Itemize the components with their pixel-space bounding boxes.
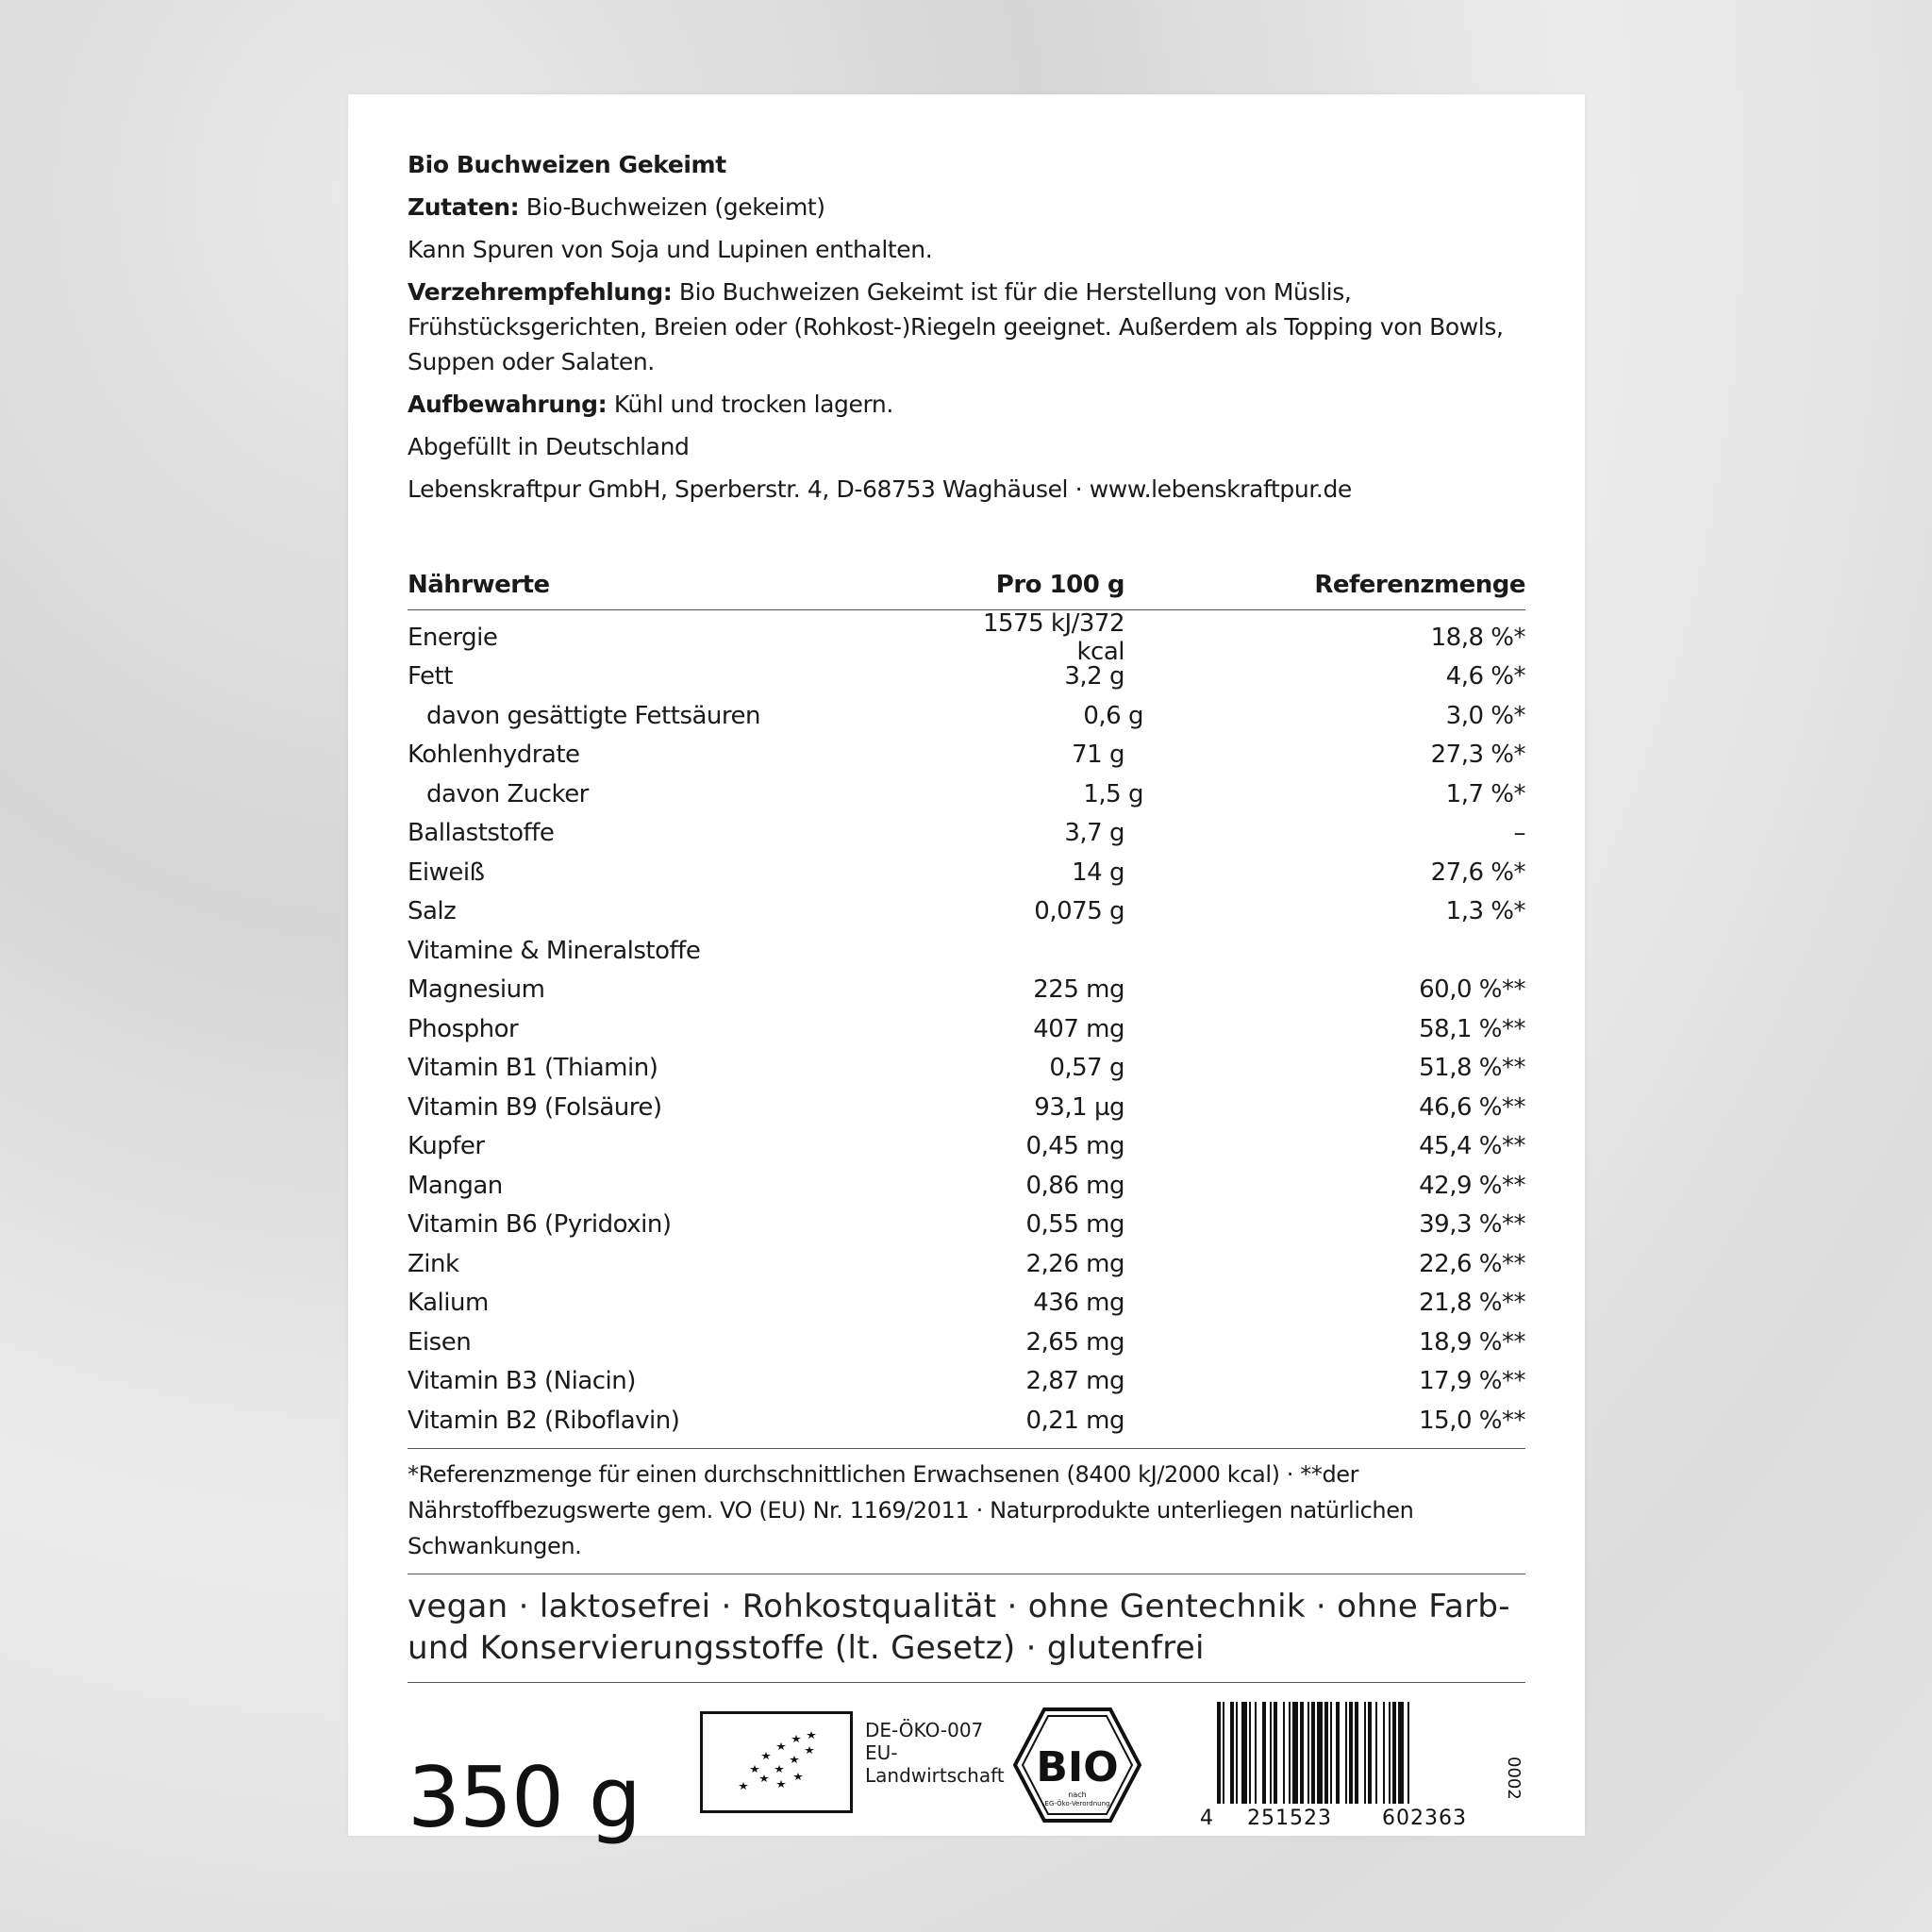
nutrient-value: 3,7 g [1064,819,1124,848]
nutrient-name: davon Zucker [426,779,589,808]
nutrient-reference: 60,0 %** [1419,975,1525,1005]
barcode-group1: 251523 [1247,1806,1332,1830]
bio-seal-text: BIO [1036,1742,1119,1791]
table-row [408,658,1525,697]
table-row [408,736,1525,775]
nutrient-name: Eisen [408,1327,472,1357]
nutrient-value: 0,86 mg [1025,1171,1124,1200]
nutrient-value: 436 mg [1033,1289,1124,1318]
ingredients-value: Bio-Buchweizen (gekeimt) [525,193,825,221]
table-row [408,1206,1525,1245]
nutrient-name: davon gesättigte Fettsäuren [426,701,760,730]
nutrient-name: Mangan [408,1171,503,1200]
table-row [408,892,1525,932]
label-footer [408,1683,1525,1872]
nutrient-name: Zink [408,1249,459,1278]
nutrient-value: 225 mg [1033,975,1124,1005]
nutrient-value: 0,075 g [1034,897,1124,926]
net-weight: 350 g [408,1748,641,1846]
bio-seal-icon [1011,1704,1143,1826]
recommendation-value: Bio Buchweizen Gekeimt ist für die Herstellung von Müslis, Frühstücksgerichten, Breien oder (Rohkost-)Riegeln geeignet. Außerdem als Topping von Bowls, Suppen oder Salaten. [408,278,1504,375]
table-row [408,1401,1525,1441]
product-name: Bio Buchweizen Gekeimt [408,151,726,178]
table-row [408,814,1525,854]
nutrient-reference: 15,0 %** [1419,1406,1525,1435]
table-divider [408,1448,1525,1449]
nutrient-name: Phosphor [408,1014,519,1043]
table-row [408,1127,1525,1167]
ingredients-label: Zutaten: [408,193,520,221]
nutrient-name: Energie [408,623,498,652]
nutrient-reference: 4,6 %* [1445,662,1525,691]
nutrient-value: 1575 kJ/372 kcal [982,608,1124,666]
nutrient-value: 2,87 mg [1025,1367,1124,1396]
nutrient-reference: 27,6 %* [1430,858,1525,887]
table-row [408,696,1525,736]
nutrient-name: Kohlenhydrate [408,741,580,770]
bio-seal-sub2: EG-Öko-Verordnung [1044,1799,1110,1807]
nutrient-reference: 58,1 %** [1419,1014,1525,1043]
table-row [408,1323,1525,1362]
header-nutrients: Nährwerte [408,571,550,599]
product-claims: vegan · laktosefrei · Rohkostqualität · ohne Gentechnik · ohne Farb- und Konservierungsstoffe (lt. Gesetz) · glutenfrei [408,1574,1525,1683]
nutrient-name: Vitamin B3 (Niacin) [408,1367,636,1396]
footnote: *Referenzmenge für einen durchschnittlichen Erwachsenen (8400 kJ/2000 kcal) · **der Nährstoffbezugswerte gem. VO (EU) Nr. 1169/2011 · Naturprodukte unterliegen natürlichen Schwankungen. [408,1457,1525,1574]
nutrient-value: 3,2 g [1064,662,1124,691]
recommendation-label: Verzehrempfehlung: [408,278,673,306]
nutrient-reference: 1,7 %* [1445,779,1525,808]
nutrient-reference: 51,8 %** [1419,1054,1525,1083]
barcode-lead-digit: 4 [1200,1806,1213,1830]
storage-value: Kühl und trocken lagern. [613,391,893,418]
nutrient-reference: 17,9 %** [1419,1367,1525,1396]
barcode-side-code: 0002 [1504,1756,1524,1800]
nutrient-name: Kalium [408,1289,489,1318]
origin: Abgefüllt in Deutschland [408,433,690,460]
nutrition-table-header [408,560,1525,610]
nutrient-reference: 21,8 %** [1419,1289,1525,1318]
header-per-100g: Pro 100 g [995,571,1124,599]
cert-code: DE-ÖKO-007 [865,1718,984,1741]
nutrient-value: 0,55 mg [1025,1210,1124,1240]
nutrient-name: Kupfer [408,1132,485,1161]
storage-label: Aufbewahrung: [408,391,608,418]
nutrient-reference: 22,6 %** [1419,1249,1525,1278]
storage [408,387,1525,422]
nutrient-reference: 45,4 %** [1419,1132,1525,1161]
table-row [408,971,1525,1010]
nutrient-reference: 39,3 %** [1419,1210,1525,1240]
table-row [408,1362,1525,1402]
nutrient-name: Vitamin B1 (Thiamin) [408,1054,658,1083]
table-row [408,774,1525,814]
nutrient-name: Salz [408,897,457,926]
header-reference: Referenzmenge [1314,571,1525,599]
nutrient-name: Vitamin B6 (Pyridoxin) [408,1210,672,1240]
nutrient-name: Ballaststoffe [408,819,555,848]
nutrient-reference: 42,9 %** [1419,1171,1525,1200]
cert-line3: Landwirtschaft [865,1763,1005,1787]
bio-seal-sub1: nach [1068,1790,1087,1799]
nutrient-value: 1,5 g [1083,779,1143,808]
cert-line2: EU- [865,1740,898,1764]
table-row [408,1088,1525,1127]
nutrient-reference: 18,8 %* [1430,623,1525,652]
nutrient-name: Eiweiß [408,858,485,887]
nutrient-reference: 1,3 %* [1445,897,1525,926]
table-row [408,1244,1525,1284]
table-row [408,1284,1525,1324]
product-label [348,94,1585,1846]
nutrition-table [408,560,1525,1872]
ingredients [408,190,1525,225]
nutrient-name: Vitamin B2 (Riboflavin) [408,1406,680,1435]
table-row [408,1049,1525,1089]
table-row [408,931,1525,971]
company-address: Lebenskraftpur GmbH, Sperberstr. 4, D-68753 Waghäusel · www.lebenskraftpur.de [408,475,1352,503]
nutrient-name: Fett [408,662,453,691]
nutrient-name: Magnesium [408,975,545,1005]
label-text-block [408,147,1525,514]
nutrition-rows [408,610,1525,1441]
nutrient-reference: 3,0 %* [1445,701,1525,730]
allergens: Kann Spuren von Soja und Lupinen enthalten. [408,236,933,263]
nutrient-value: 71 g [1072,741,1124,770]
nutrient-reference: 46,6 %** [1419,1092,1525,1122]
barcode-icon [1200,1700,1525,1851]
table-row [408,1166,1525,1206]
nutrient-name: Vitamine & Mineralstoffe [408,936,701,965]
nutrient-value: 93,1 µg [1034,1092,1124,1122]
nutrient-value: 407 mg [1033,1014,1124,1043]
recommendation [408,275,1525,379]
eu-organic-leaf-icon [700,1711,853,1813]
nutrient-value: 0,57 g [1049,1054,1124,1083]
nutrient-value: 2,26 mg [1025,1249,1124,1278]
table-row [408,1009,1525,1049]
nutrient-value: 0,21 mg [1025,1406,1124,1435]
nutrient-name: Vitamin B9 (Folsäure) [408,1092,662,1122]
nutrient-value: 2,65 mg [1025,1327,1124,1357]
organic-certification-text [865,1719,1005,1787]
table-row [408,853,1525,892]
nutrient-reference: 18,9 %** [1419,1327,1525,1357]
nutrient-value: 14 g [1072,858,1124,887]
barcode-group2: 602363 [1382,1806,1467,1830]
nutrient-value: 0,6 g [1083,701,1143,730]
table-row [408,608,1525,666]
nutrient-value: 0,45 mg [1025,1132,1124,1161]
nutrient-reference: – [1513,819,1525,848]
nutrient-reference: 27,3 %* [1430,741,1525,770]
